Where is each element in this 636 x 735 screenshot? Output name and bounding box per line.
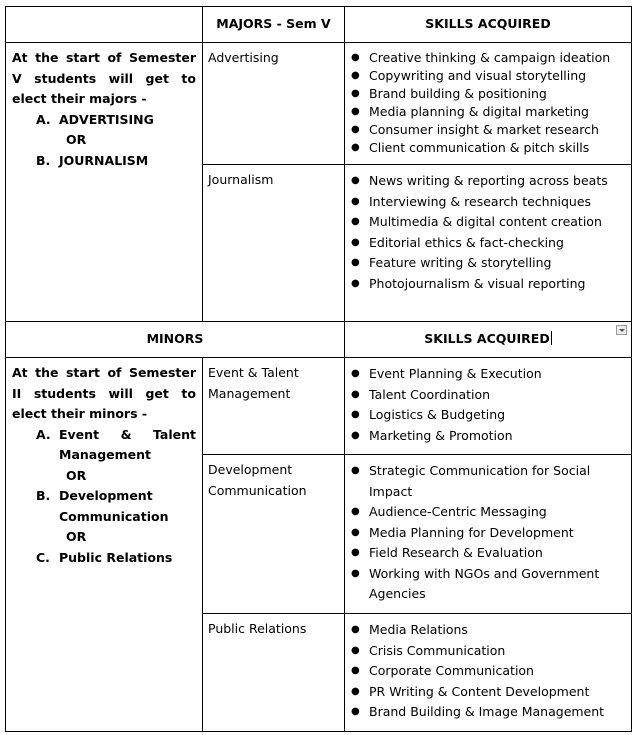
major-skills-cell xyxy=(345,43,632,165)
skill-item: ● Interviewing & research techniques xyxy=(351,192,625,213)
minors-skills-header[interactable] xyxy=(345,322,632,358)
bullet-icon: ● xyxy=(351,277,360,289)
skill-item: ● Photojournalism & visual reporting xyxy=(351,274,625,295)
option-label: B. xyxy=(36,488,51,503)
skill-item: ● Multimedia & digital content creation xyxy=(351,212,625,233)
bullet-icon: ● xyxy=(351,706,360,717)
option-text: JOURNALISM xyxy=(59,152,149,168)
skill-item: ● Media Planning for Development xyxy=(351,523,625,544)
skill-item: ● Copywriting and visual storytelling xyxy=(351,68,587,83)
bullet-icon: ● xyxy=(351,526,360,538)
bullet-icon: ● xyxy=(351,216,360,227)
majors-header-row xyxy=(6,7,632,43)
option-text: Event & Talent Management xyxy=(59,426,196,462)
bullet-icon: ● xyxy=(351,70,360,81)
skill-item: ● Media planning & digital marketing xyxy=(351,104,589,119)
skill-item: ● Working with NGOs and Government Agencies xyxy=(351,565,600,601)
skill-item: ● Media Relations xyxy=(351,620,625,641)
majors-skills-header: SKILLS ACQUIRED xyxy=(345,7,632,43)
option-label: A. xyxy=(36,111,51,127)
skill-item: ● Event Planning & Execution xyxy=(351,364,625,385)
bullet-icon: ● xyxy=(351,409,360,420)
option-text: Development Communication xyxy=(59,488,169,524)
minor-name: Public Relations xyxy=(203,614,345,732)
bullet-icon: ● xyxy=(351,388,360,400)
major-name: Journalism xyxy=(203,165,345,322)
skill-item: ● Field Research & Evaluation xyxy=(351,543,625,564)
minor-skills-cell xyxy=(345,455,632,614)
skill-item: ● Audience-Centric Messaging xyxy=(351,502,625,523)
skill-item: ● Talent Coordination xyxy=(351,385,625,406)
skill-item: ● Feature writing & storytelling xyxy=(351,253,625,274)
minor-name: Development Communication xyxy=(203,455,345,614)
skill-item: ● Brand building & positioning xyxy=(351,86,547,101)
minors-skills-header-label: SKILLS ACQUIRED xyxy=(424,331,550,347)
skill-item: ● Corporate Communication xyxy=(351,661,625,682)
skill-item: ● Logistics & Budgeting xyxy=(351,405,625,426)
minors-intro xyxy=(6,358,203,732)
bullet-icon: ● xyxy=(351,547,360,558)
skill-item: ● Marketing & Promotion xyxy=(351,426,625,447)
bullet-icon: ● xyxy=(351,465,360,476)
or-separator: OR xyxy=(66,529,87,544)
option-text: ADVERTISING xyxy=(59,111,154,127)
majors-option-b xyxy=(12,151,196,172)
major-skills-cell xyxy=(345,165,632,322)
majors-header-blank xyxy=(6,7,203,43)
bullet-icon: ● xyxy=(351,624,360,635)
bullet-icon: ● xyxy=(351,644,360,656)
bullet-icon: ● xyxy=(351,124,360,135)
minor-row-event xyxy=(6,358,632,455)
skill-item: ● Crisis Communication xyxy=(351,641,625,662)
option-text: Public Relations xyxy=(59,549,173,565)
bullet-icon: ● xyxy=(351,52,360,63)
minors-header-title: MINORS xyxy=(6,322,345,358)
chevron-down-icon[interactable] xyxy=(616,325,627,335)
text-cursor xyxy=(551,331,552,345)
bullet-icon: ● xyxy=(351,142,360,153)
skill-item: ● Consumer insight & market research xyxy=(351,122,599,137)
bullet-icon: ● xyxy=(351,368,360,379)
skill-item: ● Client communication & pitch skills xyxy=(351,140,590,155)
bullet-icon: ● xyxy=(351,106,360,117)
or-separator: OR xyxy=(66,132,87,147)
bullet-icon: ● xyxy=(351,257,360,268)
skill-item: ● Brand Building & Image Management xyxy=(351,702,625,723)
skill-item: ● Creative thinking & campaign ideation xyxy=(351,50,611,65)
minors-header-row xyxy=(6,322,632,358)
bullet-icon: ● xyxy=(351,429,360,441)
minors-intro-text: At the start of Semester II students will get to elect their minors - xyxy=(12,365,196,421)
majors-header-title: MAJORS - Sem V xyxy=(203,7,345,43)
skill-item: ● Strategic Communication for Social Impact xyxy=(351,463,591,499)
skill-item: ● News writing & reporting across beats xyxy=(351,171,625,192)
bullet-icon: ● xyxy=(351,236,360,248)
minors-option-b xyxy=(12,486,196,527)
bullet-icon: ● xyxy=(351,506,360,517)
option-label: A. xyxy=(36,426,51,442)
majors-intro-text: At the start of Semester V students will get to elect their majors - xyxy=(12,50,196,106)
bullet-icon: ● xyxy=(351,175,360,186)
minor-name: Event & Talent Management xyxy=(203,358,345,455)
minor-skills-cell xyxy=(345,358,632,455)
majors-intro xyxy=(6,43,203,322)
bullet-icon: ● xyxy=(351,567,360,579)
minors-option-c xyxy=(12,548,196,569)
majors-option-a xyxy=(12,110,196,131)
skill-item: ● PR Writing & Content Development xyxy=(351,682,625,703)
minors-option-a xyxy=(12,425,196,466)
bullet-icon: ● xyxy=(351,665,360,676)
option-label: B. xyxy=(36,152,51,168)
major-name: Advertising xyxy=(203,43,345,165)
major-row-advertising xyxy=(6,43,632,165)
or-separator: OR xyxy=(66,467,87,483)
programme-table xyxy=(5,6,632,732)
skill-item: ● Editorial ethics & fact-checking xyxy=(351,233,625,254)
bullet-icon: ● xyxy=(351,685,360,697)
minor-skills-cell xyxy=(345,614,632,732)
bullet-icon: ● xyxy=(351,88,360,99)
bullet-icon: ● xyxy=(351,195,360,207)
option-label: C. xyxy=(36,549,50,565)
